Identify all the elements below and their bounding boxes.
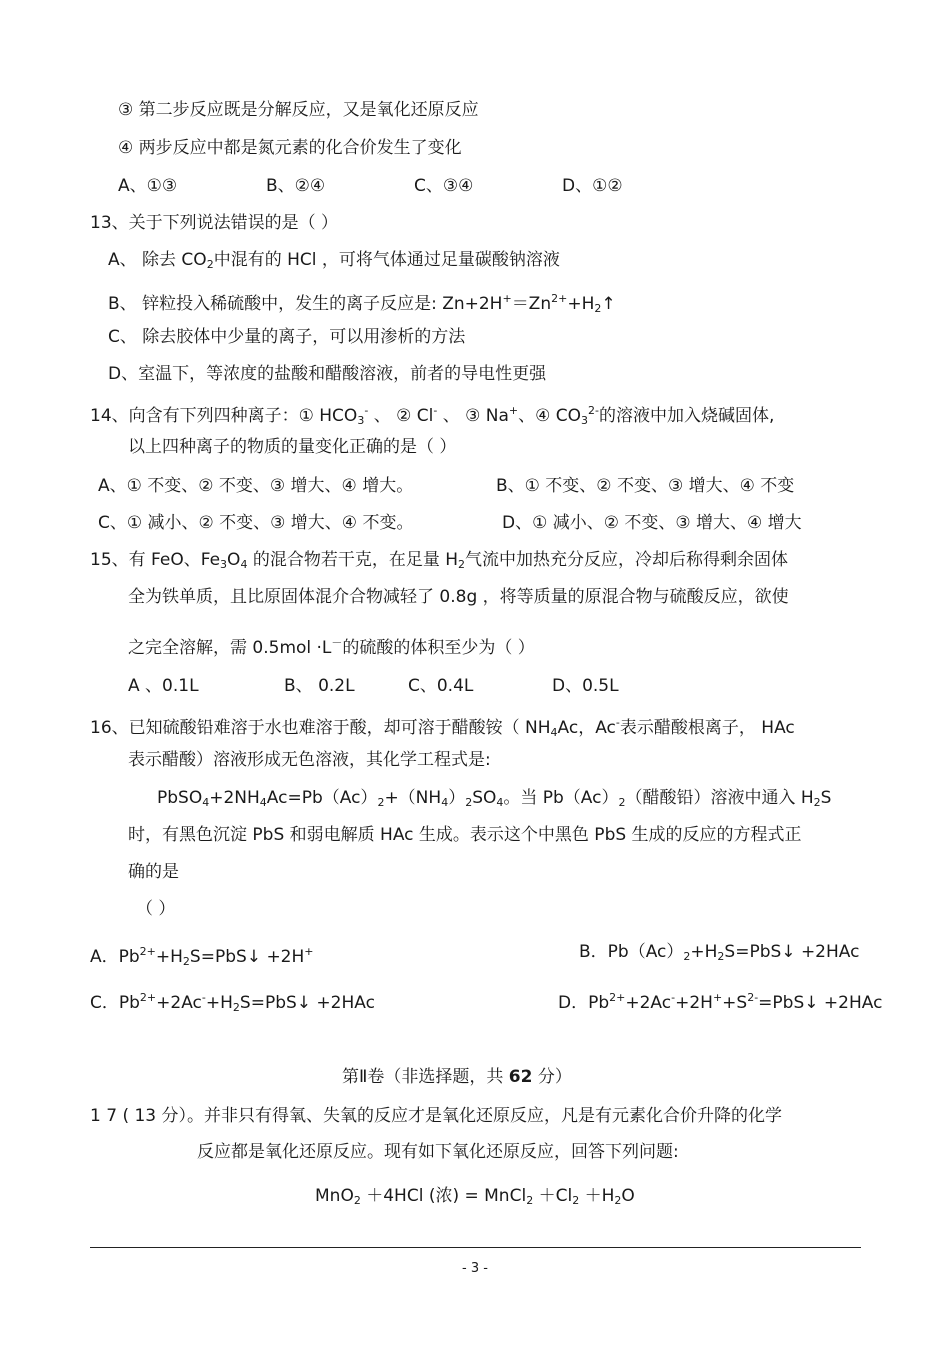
q12-option-d: D、①② (562, 176, 623, 196)
q15-stem-3: 之完全溶解，需 0.5mol ·L－的硫酸的体积至少为（ ） (128, 636, 535, 658)
q12-item-4: ④ 两步反应中都是氮元素的化合价发生了变化 (118, 138, 462, 158)
page-number: - 3 - (462, 1261, 488, 1276)
section-2-title: 第Ⅱ卷（非选择题，共 62 分） (342, 1067, 572, 1087)
q16-stem-4: 时，有黑色沉淀 PbS 和弱电解质 HAc 生成。表示这个中黑色 PbS 生成的反应的方程式正 (128, 825, 802, 845)
q17-stem-2: 反应都是氧化还原反应。现有如下氧化还原反应，回答下列问题: (197, 1142, 679, 1162)
q15-stem-2: 全为铁单质，且比原固体混介合物减轻了 0.8g ，将等质量的原混合物与硫酸反应，欲使 (128, 587, 789, 607)
q15-option-c: C、0.4L (408, 676, 474, 696)
q14-option-a: A、① 不变、② 不变、③ 增大、④ 增大。 (98, 476, 414, 496)
q13-option-c: C、 除去胶体中少量的离子，可以用渗析的方法 (108, 327, 466, 347)
q13-option-a: A、 除去 $CO_2$中混有的 HCl ，可将气体通过足量碳酸钠溶液 (108, 250, 560, 271)
q13-option-d: D、室温下，等浓度的盐酸和醋酸溶液，前者的导电性更强 (108, 364, 547, 384)
q15-option-d: D、0.5L (552, 676, 619, 696)
q14-option-d: D、① 减小、② 不变、③ 增大、④ 增大 (502, 513, 802, 533)
q16-stem-2: 表示醋酸）溶液形成无色溶液，其化学工程式是: (128, 750, 491, 770)
q17-stem-1: 1 7 ( 13 分）。并非只有得氧、失氧的反应才是氧化还原反应，凡是有元素化合价升降的化学 (90, 1106, 783, 1126)
footer-divider (90, 1247, 861, 1248)
q16-answer-bracket: （ ） (136, 899, 176, 919)
q16-option-d: D．$Pb^{2+}+2Ac^-+2H^++S^{2-}=PbS↓ +2HAc$ (558, 991, 883, 1013)
q17-equation: MnO$_2$ ＋4HCl (浓) = MnCl$_2$ $+Cl_2 +H_2O$ (315, 1186, 635, 1207)
q13-stem: 13、关于下列说法错误的是（ ） (90, 213, 339, 233)
q14-stem-2: 以上四种离子的物质的量变化正确的是（ ） (128, 437, 457, 457)
q12-item-3: ③ 第二步反应既是分解反应，又是氧化还原反应 (118, 100, 479, 120)
q14-option-c: C、① 减小、② 不变、③ 增大、④ 不变。 (98, 513, 414, 533)
q12-option-a: A、①③ (118, 176, 178, 196)
q12-option-c: C、③④ (414, 176, 474, 196)
q16-stem-1: 16、已知硫酸铅难溶于水也难溶于酸，却可溶于醋酸铵（ $NH_4Ac$，Ac-表示醋酸根离子， HAc (90, 716, 795, 739)
q12-option-b: B、②④ (266, 176, 326, 196)
q16-option-b: B．$Pb(Ac)_2+H_2S=PbS↓ +2HAc$ (579, 942, 860, 963)
q16-option-a: A．$Pb^{2+}+H_2S=PbS↓ +2H^+$ (90, 945, 314, 968)
q14-stem: 14、向含有下列四种离子：① $HCO_3^-$ 、 ② Cl- 、 ③ Na+、④ $CO_3^{2-}$的溶液中加入烧碱固体, (90, 404, 775, 427)
q14-option-b: B、① 不变、② 不变、③ 增大、④ 不变 (496, 476, 795, 496)
q15-option-b: B、 0.2L (284, 676, 355, 696)
q15-stem: 15、有 FeO、$Fe_3O_4$ 的混合物若干克，在足量 $H_2$气流中加热充分反应，冷却后称得剩余固体 (90, 550, 789, 571)
q16-stem-5: 确的是 (128, 862, 179, 882)
q15-option-a: A 、0.1L (128, 676, 199, 696)
q16-option-c: C．$Pb^{2+}+2Ac^-+H_2S=PbS↓ +2HAc$ (90, 991, 375, 1014)
q16-equation: $PbSO_4+2NH_4Ac=Pb(Ac)_2+(NH_4)_2SO_4$。当 $Pb(Ac)_2$（醋酸铅）溶液中通入 $H_2S$ (157, 788, 832, 809)
q13-option-b: B、 锌粒投入稀硫酸中，发生的离子反应是: $Zn+2H^+=Zn^{2+}+H_2↑$ (108, 292, 616, 315)
